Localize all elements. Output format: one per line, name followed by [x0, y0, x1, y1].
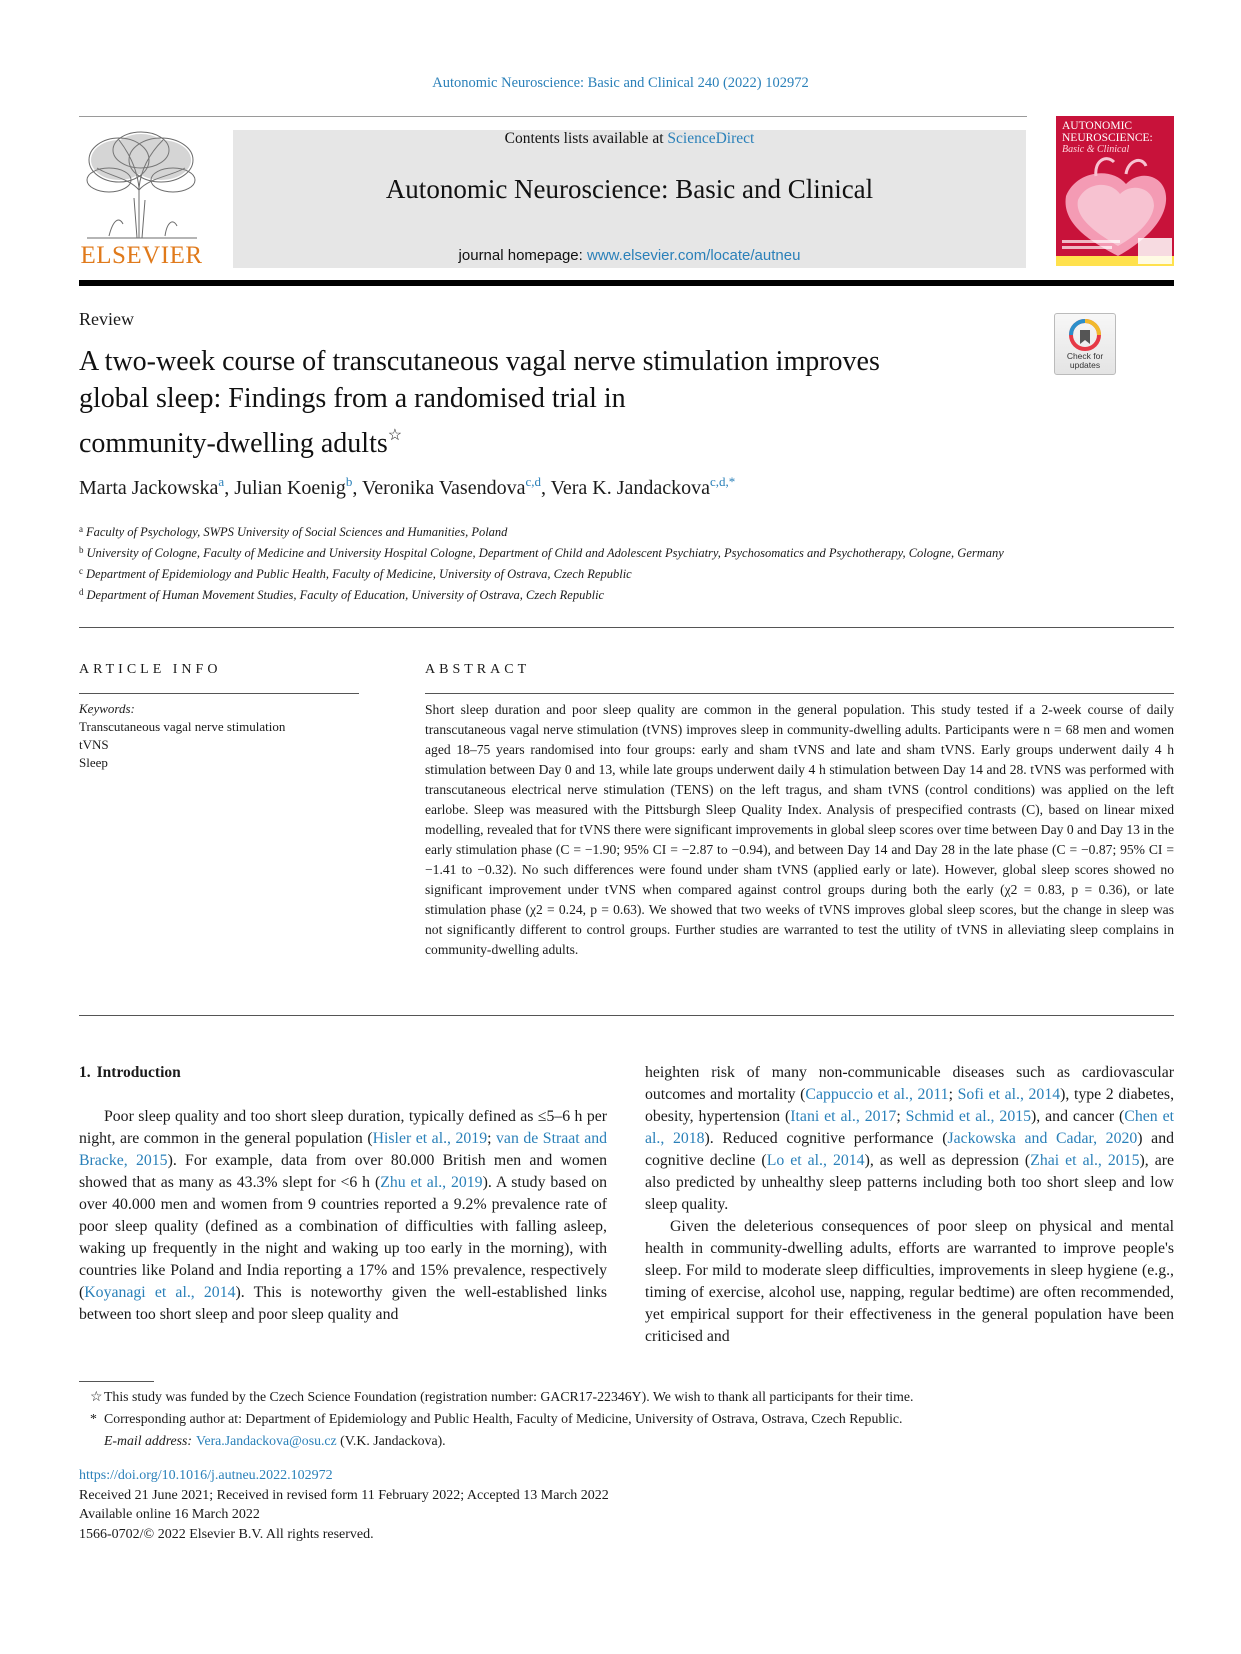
affiliation-mark: d: [79, 587, 84, 597]
article-title: [79, 343, 1019, 462]
title-line-3: community-dwelling adults: [79, 428, 388, 459]
section-title: Introduction: [96, 1064, 181, 1081]
citation-link[interactable]: Sofi et al., 2014: [957, 1086, 1061, 1103]
footnote-rule: [79, 1381, 154, 1382]
affiliation-text: Faculty of Psychology, SWPS University of Social Sciences and Humanities, Poland: [86, 525, 508, 539]
contents-line: [233, 130, 1026, 148]
footnote-asterisk-mark: *: [90, 1411, 97, 1426]
cover-title-line2: NEUROSCIENCE:: [1062, 132, 1153, 144]
keyword: Sleep: [79, 755, 108, 770]
author-list: [79, 474, 1139, 500]
paragraph-text: ) and cognitive decline (: [645, 1130, 1174, 1169]
abstract-label: ABSTRACT: [425, 662, 531, 677]
publication-info: [79, 1466, 979, 1544]
citation-link[interactable]: Jackowska and Cadar, 2020: [947, 1130, 1138, 1147]
email-label: E-mail address:: [104, 1433, 193, 1448]
paragraph-text: ;: [896, 1108, 906, 1125]
paragraph-text: ), and cancer (: [1031, 1108, 1125, 1125]
paragraph-text: Poor sleep quality and too short sleep duration, typically defined as ≤5–6 h per night, are common in the general population (: [79, 1108, 607, 1147]
affiliation-text: Department of Human Movement Studies, Faculty of Education, University of Ostrava, Czech Republic: [86, 588, 605, 602]
received-dates: Received 21 June 2021; Received in revised form 11 February 2022; Accepted 13 March 2022: [79, 1487, 609, 1503]
footnotes: [90, 1386, 1170, 1452]
elsevier-wordmark: ELSEVIER: [80, 242, 203, 269]
title-footnote-mark[interactable]: ☆: [387, 427, 403, 444]
author-affiliation-mark[interactable]: c,d: [525, 474, 541, 489]
paragraph-text: ), are also predicted by unhealthy sleep patterns including both too short sleep and low sleep quality.: [645, 1152, 1174, 1213]
masthead-top-rule: [79, 116, 1027, 117]
article-type: Review: [79, 309, 134, 329]
author-separator: ,: [352, 477, 362, 499]
article-info-rule: [79, 693, 359, 694]
affiliation-text: University of Cologne, Faculty of Medicine and University Hospital Cologne, Department of Child and Adolescent Psychiatry, Psychosomatics and Psychotherapy, Cologne, Germany: [86, 546, 1004, 560]
corresponding-footnote-text: Corresponding author at: Department of Epidemiology and Public Health, Faculty of Medicine, University of Ostrava, Ostrava, Czech Republic.: [104, 1411, 903, 1426]
intro-paragraph-1-continued: [645, 1062, 1174, 1216]
homepage-line: [233, 247, 1026, 264]
copyright: 1566-0702/© 2022 Elsevier B.V. All rights reserved.: [79, 1526, 374, 1542]
affiliation-c: [79, 562, 1039, 583]
elsevier-logo[interactable]: [79, 128, 204, 270]
author-affiliation-mark[interactable]: a: [218, 474, 225, 489]
author-name[interactable]: Vera K. Jandackova: [550, 477, 711, 499]
title-line-1: A two-week course of transcutaneous vagal nerve stimulation improves: [79, 346, 880, 377]
elsevier-tree-icon: [79, 128, 204, 240]
funding-footnote-text: This study was funded by the Czech Science Foundation (registration number: GACR17-22346Y). We wish to thank all participants for their time.: [104, 1389, 914, 1404]
footnote-star-mark: ☆: [90, 1389, 103, 1404]
paragraph-text: ), as well as depression (: [864, 1152, 1031, 1169]
author-name[interactable]: Veronika Vasendova: [361, 477, 526, 499]
paragraph-text: ;: [487, 1130, 497, 1147]
title-line-2: global sleep: Findings from a randomised trial in: [79, 383, 626, 414]
section-heading-introduction: [79, 1062, 607, 1084]
paragraph-text: ). This is noteworthy given the well-established links between too short sleep and poor sleep quality and: [79, 1284, 607, 1323]
intro-paragraph-2: Given the deleterious consequences of poor sleep on physical and mental health in community-dwelling adults, efforts are warranted to improve people's sleep. For mild to moderate sleep difficulties, improvements in sleep hygiene (e.g., timing of exercise, alcohol use, napping, regular bedtime) are often recommended, yet empirical support for their effectiveness in the general population have been criticised and: [645, 1218, 1174, 1345]
citation-link[interactable]: Zhu et al., 2019: [380, 1174, 483, 1191]
body-column-right: [645, 1062, 1174, 1348]
author-affiliation-mark[interactable]: c,d,*: [710, 474, 736, 489]
crossmark-line1: Check for: [1066, 351, 1104, 361]
abstract-bottom-rule: [79, 1015, 1174, 1016]
citation-link[interactable]: van de Straat and Bracke, 2015: [79, 1130, 607, 1169]
citation-link[interactable]: Zhai et al., 2015: [1030, 1152, 1140, 1169]
email-link[interactable]: Vera.Jandackova@osu.cz: [196, 1433, 337, 1448]
available-online: Available online 16 March 2022: [79, 1507, 260, 1522]
paragraph-text: ). For example, data from over 80.000 British men and women showed that as many as 43.3% slept for <6 h (: [79, 1152, 607, 1191]
journal-cover[interactable]: [1056, 116, 1174, 266]
author-separator: ,: [224, 477, 235, 499]
article-info-label: ARTICLE INFO: [79, 662, 222, 677]
citation-link[interactable]: Hisler et al., 2019: [372, 1130, 488, 1147]
body-column-left: [79, 1062, 607, 1326]
journal-title: Autonomic Neuroscience: Basic and Clinical: [385, 174, 874, 204]
citation-link[interactable]: Schmid et al., 2015: [905, 1108, 1032, 1125]
citation-link[interactable]: Itani et al., 2017: [790, 1108, 897, 1125]
corresponding-footnote: [90, 1408, 1170, 1430]
citation-link[interactable]: Koyanagi et al., 2014: [84, 1284, 236, 1301]
homepage-link[interactable]: www.elsevier.com/locate/autneu: [586, 247, 801, 264]
crossmark-text: [1055, 352, 1115, 370]
paragraph-text: ), type 2 diabetes, obesity, hypertension (: [645, 1086, 1175, 1125]
crossmark-line2: updates: [1069, 360, 1101, 370]
affiliation-mark: b: [79, 545, 84, 555]
homepage-prefix: journal homepage:: [458, 247, 587, 264]
section-number: 1.: [79, 1064, 91, 1081]
affiliation-text: Department of Epidemiology and Public Health, Faculty of Medicine, University of Ostrava, Czech Republic: [86, 567, 632, 581]
abstract-text: Short sleep duration and poor sleep quality are common in the general population. This study tested if a 2-week course of daily transcutaneous vagal nerve stimulation (tVNS) improves sleep in community-dwelling adults. Participants were n = 68 men and women aged 18–75 years randomised into four groups: early and sham tVNS and late and sham tVNS. Early groups underwent daily 4 h stimulation between Day 0 and 13, while late groups underwent daily 4 h stimulation between Day 14 and 28. tVNS was performed with transcutaneous electrical nerve stimulation (TENS) on the left tragus, and sham tVNS (control conditions) was applied on the left earlobe. Sleep was measured with the Pittsburgh Sleep Quality Index. Analysis of prespecified contrasts (C), based on linear mixed modelling, revealed that for tVNS there were significant improvements in global sleep scores over time between Day 0 and Day 13 in the early stimulation phase (C = −1.90; 95% CI = −2.87 to −0.94), and between Day 14 and Day 28 in the late phase (C = −0.87; 95% CI = −1.41 to −0.32). No such differences were found under sham tVNS (applied early or late). However, global sleep scores showed no significant improvement under tVNS when compared against control groups during both the early (χ2 = 0.83, p = 0.36), or late stimulation phase (χ2 = 0.24, p = 0.63). We showed that two weeks of tVNS improves global sleep scores, but the change in sleep was not significantly different to control groups. Further studies are warranted to test the utility of tVNS in alleviating sleep complains in community-dwelling adults.: [425, 702, 1174, 957]
affiliation-mark: a: [79, 524, 83, 534]
keywords-heading: Keywords:: [79, 701, 135, 716]
cover-heart-image: [1056, 116, 1174, 266]
keyword: Transcutaneous vagal nerve stimulation: [79, 719, 286, 734]
paragraph-text: heighten risk of many non-communicable diseases such as cardiovascular outcomes and mortality (: [645, 1064, 1174, 1103]
head-bottom-rule: [79, 627, 1174, 628]
citation-link[interactable]: Cappuccio et al., 2011: [805, 1086, 949, 1103]
keywords-block: [79, 700, 379, 772]
affiliation-mark: c: [79, 566, 83, 576]
email-suffix: (V.K. Jandackova).: [336, 1433, 446, 1448]
cover-title-line1: AUTONOMIC: [1062, 120, 1133, 132]
crossmark-icon: [1055, 316, 1115, 354]
author-name[interactable]: Marta Jackowska: [79, 477, 219, 499]
paragraph-text: ). Reduced cognitive performance (: [704, 1130, 948, 1147]
check-for-updates-button[interactable]: [1054, 313, 1116, 375]
affiliation-b: [79, 541, 1039, 562]
keyword: tVNS: [79, 737, 109, 752]
journal-banner: [233, 130, 1026, 268]
author-name[interactable]: Julian Koenig: [234, 477, 346, 499]
contents-prefix: Contents lists available at: [504, 130, 668, 147]
funding-footnote: [90, 1386, 1170, 1408]
affiliation-a: [79, 520, 1039, 541]
sciencedirect-link[interactable]: ScienceDirect: [667, 130, 755, 147]
citation-link[interactable]: Chen et al., 2018: [645, 1108, 1174, 1147]
affiliations: [79, 520, 1039, 604]
affiliation-d: [79, 583, 1039, 604]
author-separator: ,: [541, 477, 551, 499]
doi-link[interactable]: https://doi.org/10.1016/j.autneu.2022.102972: [79, 1468, 333, 1483]
abstract-rule: [425, 693, 1174, 694]
paragraph-text: ;: [948, 1086, 958, 1103]
running-header[interactable]: Autonomic Neuroscience: Basic and Clinical 240 (2022) 102972: [432, 75, 809, 91]
cover-subtitle: Basic & Clinical: [1062, 144, 1130, 155]
paragraph-text: ). A study based on over 40.000 men and women from 9 countries reported a 9.2% prevalence rate of poor sleep quality (defined as a combination of difficulties with falling asleep, waking up frequently in the night and waking up too early in the morning), with countries like Poland and India reporting a 17% and 15% prevalence, respectively (: [79, 1174, 607, 1301]
masthead-thick-rule: [79, 280, 1174, 286]
email-footnote: [90, 1430, 1170, 1452]
intro-paragraph-1: [79, 1106, 607, 1326]
citation-link[interactable]: Lo et al., 2014: [766, 1152, 865, 1169]
author-affiliation-mark[interactable]: b: [345, 474, 353, 489]
